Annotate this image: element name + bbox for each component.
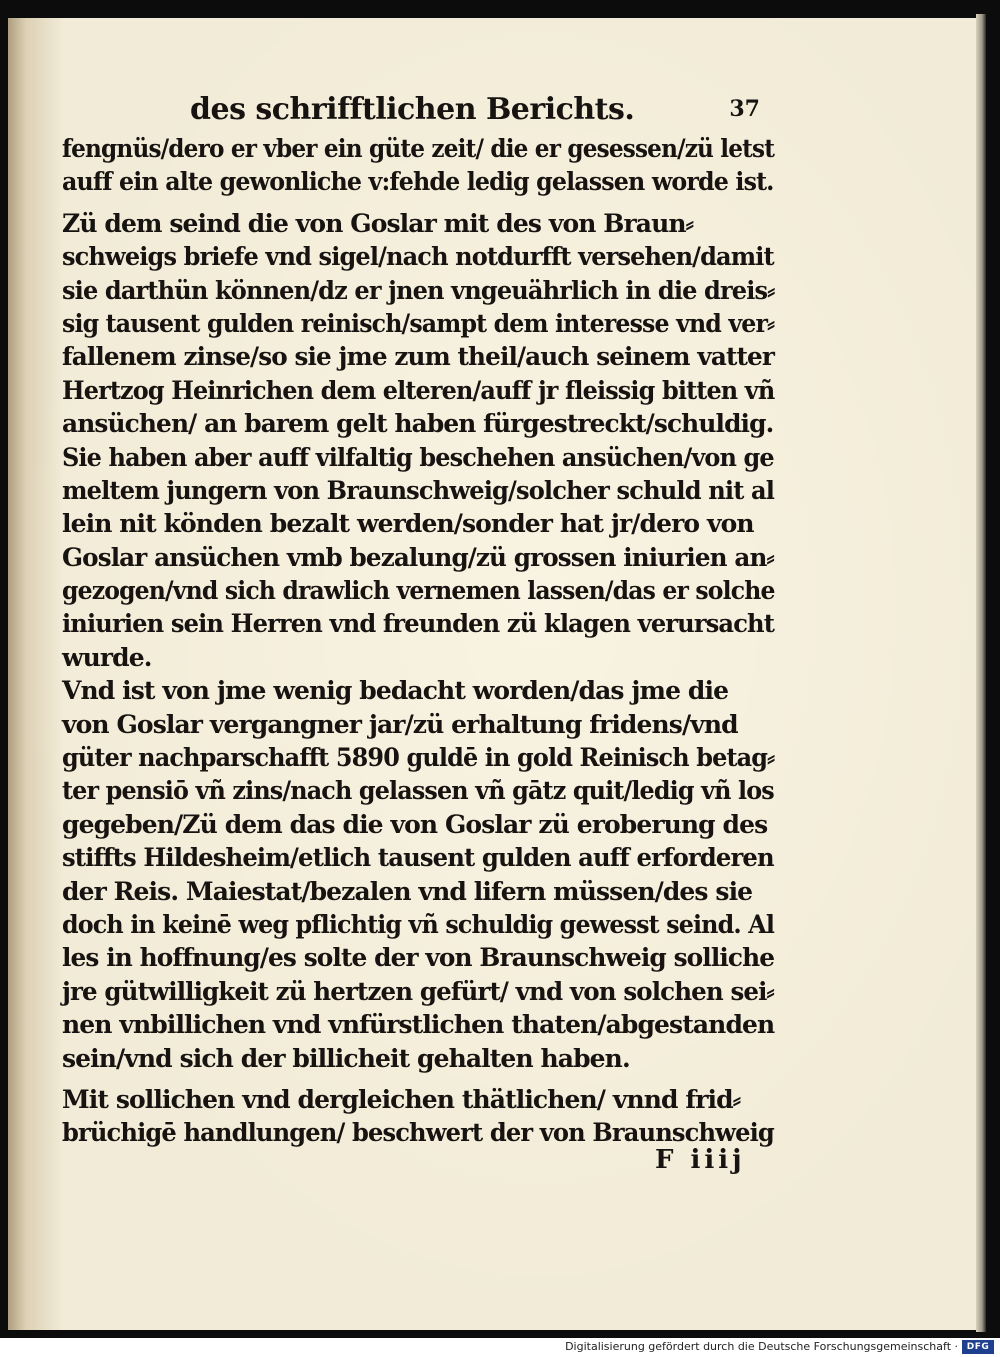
text-line: lein nit könden bezalt werden/sonder hat jr/dero von [62,509,754,539]
text-line: Mit sollichen vnd dergleichen thätlichen/ vnnd frid⸗ [62,1084,741,1114]
body-text [62,132,782,1150]
text-line: Hertzog Heinrichen dem elteren/auff jr fleissig bitten vñ [62,375,775,405]
paragraph-gap [62,1075,782,1083]
text-line: stiffts Hildesheim/etlich tausent gulden auff erforderen [62,843,774,873]
text-line: fengnüs/dero er vber ein güte zeit/ die er gesessen/zü letst [62,134,775,163]
text-line: iniurien sein Herren vnd freunden zü klagen verursacht [62,609,775,639]
text-line: les in hoffnung/es solte der von Braunschweig solliche [62,943,775,973]
text-line: Goslar ansüchen vmb bezalung/zü grossen iniurien an⸗ [62,542,774,572]
text-line: doch in keinē weg pflichtig vñ schuldig gewesst seind. Al [62,909,775,939]
text-line: brüchigē handlungen/ beschwert der von Braunschweig [62,1118,774,1148]
text-line: gezogen/vnd sich drawlich vernemen lassen/das er solche [62,576,775,606]
text-line: ansüchen/ an barem gelt haben fürgestreckt/schuldig. [62,409,774,439]
signature-mark: F iiij [655,1145,746,1175]
footer-bar [0,1338,1000,1357]
text-line: Sie haben aber auff vilfaltig beschehen ansüchen/von ge [62,442,774,472]
text-line: von Goslar vergangner jar/zü erhaltung fridens/vnd [62,709,738,739]
text-line: auff ein alte gewonliche v:fehde ledig gelassen worde ist. [62,167,774,197]
text-line: Vnd ist von jme wenig bedacht worden/das jme die [62,676,729,706]
dfg-logo-icon: DFG [962,1340,994,1354]
paragraph-gap [62,199,782,207]
text-line: nen vnbillichen vnd vnfürstlichen thaten/abgestanden [62,1010,775,1040]
text-line: Zü dem seind die von Goslar mit des von Braun⸗ [62,208,694,238]
footer-credit: Digitalisierung gefördert durch die Deutsche Forschungsgemeinschaft · [565,1340,958,1353]
text-line: sein/vnd sich der billicheit gehalten haben. [62,1043,630,1073]
text-line: jre gütwilligkeit zü hertzen gefürt/ vnd von solchen sei⸗ [62,976,774,1006]
text-line: der Reis. Maiestat/bezalen vnd lifern müssen/des sie [62,876,753,906]
text-line: schweigs briefe vnd sigel/nach notdurfft versehen/damit [62,242,774,272]
page-edge [976,14,986,1332]
text-line: sie darthün können/dz er jnen vngeuährlich in die dreis⸗ [62,275,775,305]
text-line: güter nachparschafft 5890 guldē in gold Reinisch betag⸗ [62,743,775,773]
page-header [190,92,770,132]
running-head: des schrifftlichen Berichts. [190,92,635,127]
text-line: fallenem zinse/so sie jme zum theil/auch seinem vatter [62,342,774,372]
text-line: meltem jungern von Braunschweig/solcher schuld nit al [62,475,775,505]
text-line: sig tausent gulden reinisch/sampt dem interesse vnd ver⸗ [62,308,775,338]
text-line: wurde. [62,642,152,672]
page-number: 37 [729,96,760,122]
text-line: gegeben/Zü dem das die von Goslar zü eroberung des [62,809,768,839]
text-line: ter pensiō vñ zins/nach gelassen vñ gātz quit/ledig vñ los [62,776,774,806]
